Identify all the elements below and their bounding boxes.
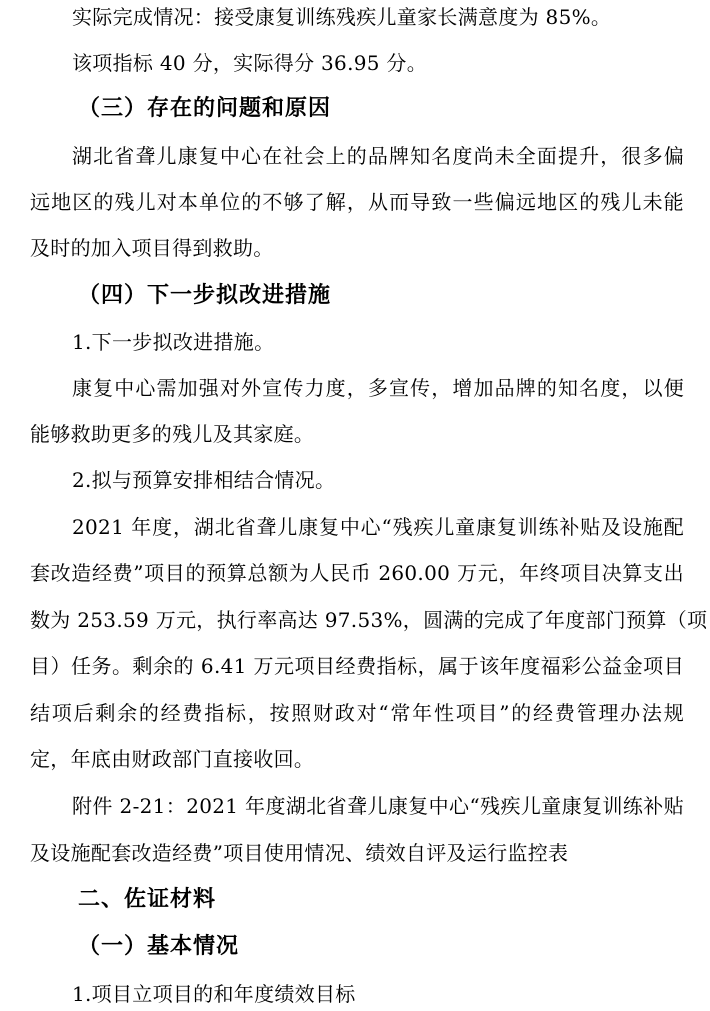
paragraph-line: 结项后剩余的经费指标，按照财政对“常年性项目”的经费管理办法规: [30, 701, 684, 725]
paragraph-line: 远地区的残儿对本单位的不够了解，从而导致一些偏远地区的残儿未能: [30, 190, 684, 214]
paragraph-line: 套改造经费”项目的预算总额为人民币 260.00 万元，年终项目决算支出: [30, 561, 684, 585]
section-heading-improvements: （四）下一步拟改进措施: [78, 282, 332, 308]
paragraph-line: 能够救助更多的残儿及其家庭。: [30, 422, 315, 446]
score-line: 该项指标 40 分，实际得分 36.95 分。: [72, 51, 428, 75]
satisfaction-result-line: 实际完成情况：接受康复训练残疾儿童家长满意度为 85%。: [72, 5, 612, 29]
section-heading-problems: （三）存在的问题和原因: [78, 95, 332, 121]
subitem-heading: 1.项目立项目的和年度绩效目标: [72, 982, 356, 1006]
paragraph-line: 及时的加入项目得到救助。: [30, 236, 274, 260]
attachment-note-line: 附件 2-21：2021 年度湖北省聋儿康复中心“残疾儿童康复训练补贴: [72, 794, 684, 818]
section-heading-basic-info: （一）基本情况: [78, 933, 240, 959]
paragraph-line: 数为 253.59 万元，执行率高达 97.53%，圆满的完成了年度部门预算（项: [30, 608, 708, 632]
subitem-heading: 2.拟与预算安排相结合情况。: [72, 468, 336, 492]
paragraph-line: 2021 年度，湖北省聋儿康复中心“残疾儿童康复训练补贴及设施配: [72, 515, 684, 539]
section-heading-evidence: 二、佐证材料: [78, 886, 217, 912]
subitem-heading: 1.下一步拟改进措施。: [72, 330, 275, 354]
paragraph-line: 湖北省聋儿康复中心在社会上的品牌知名度尚未全面提升，很多偏: [72, 144, 684, 168]
paragraph-line: 定，年底由财政部门直接收回。: [30, 747, 315, 771]
paragraph-line: 目）任务。剩余的 6.41 万元项目经费指标，属于该年度福彩公益金项目: [30, 654, 684, 678]
paragraph-line: 康复中心需加强对外宣传力度，多宣传，增加品牌的知名度，以便: [72, 376, 684, 400]
attachment-note-line: 及设施配套改造经费”项目使用情况、绩效自评及运行监控表: [30, 841, 569, 865]
